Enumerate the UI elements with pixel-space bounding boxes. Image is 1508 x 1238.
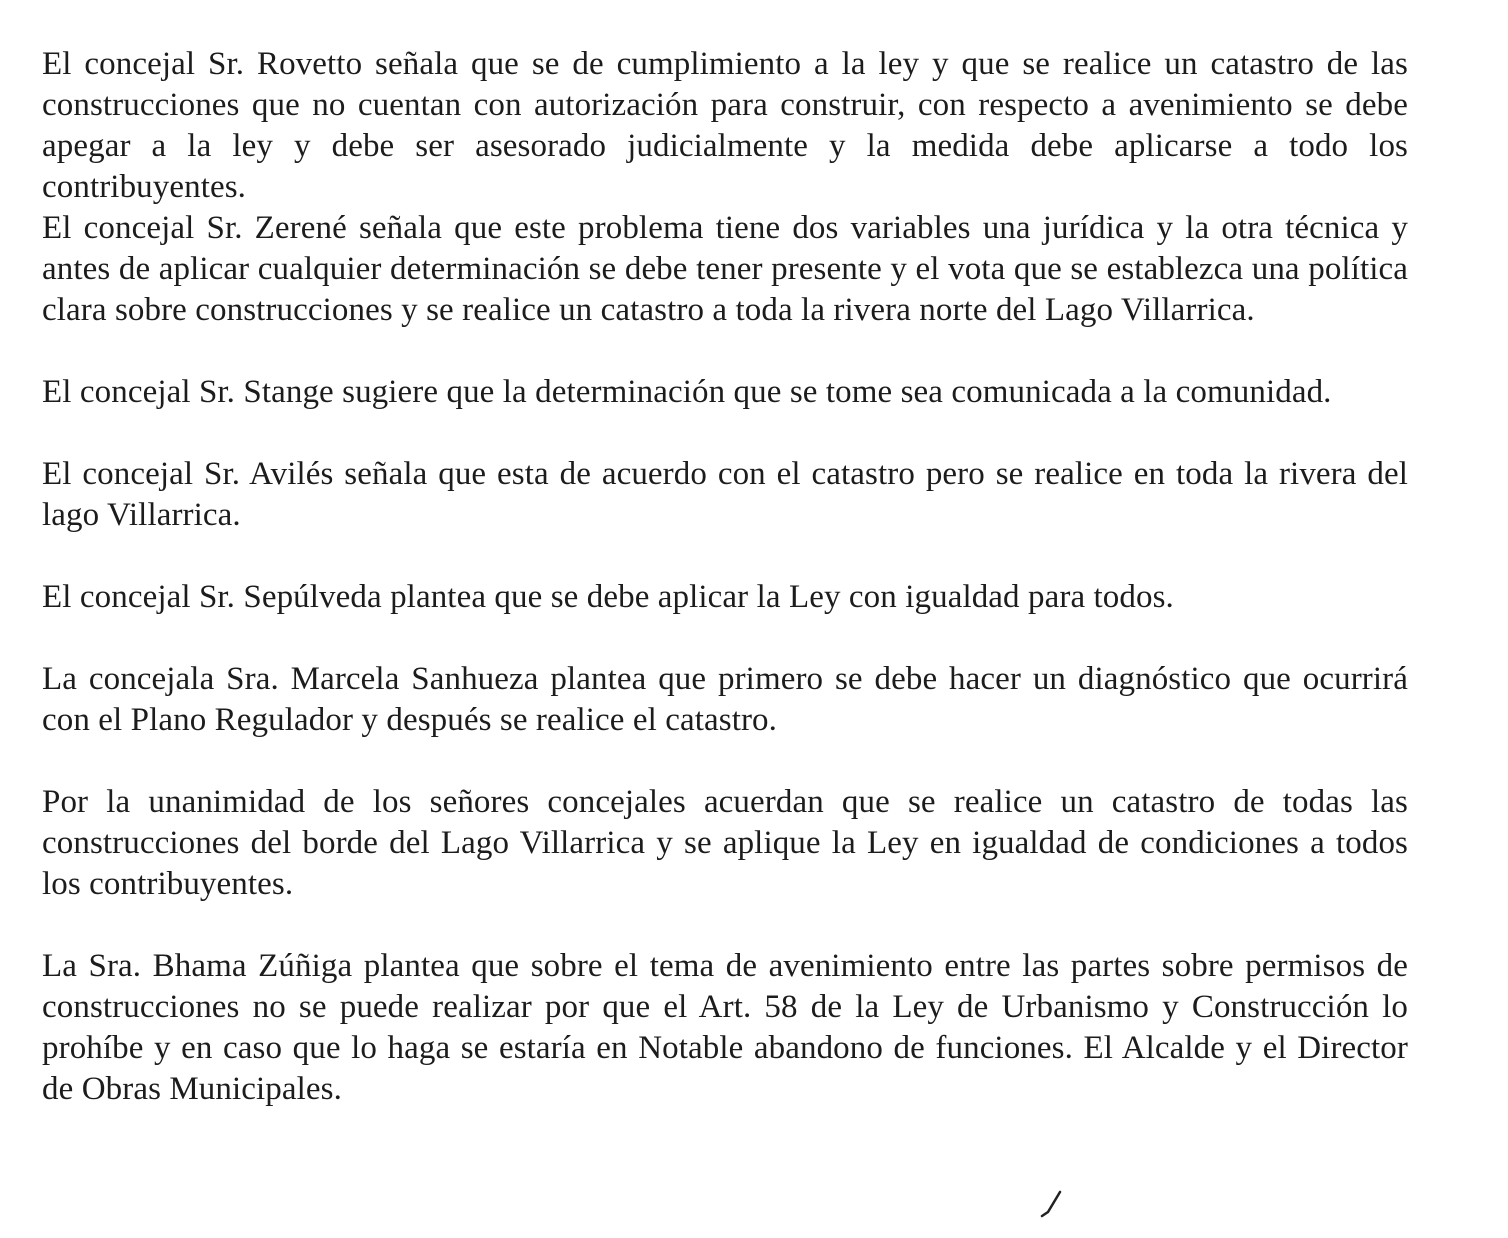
paragraph-stange: El concejal Sr. Stange sugiere que la determinación que se tome sea comunicada a la comunidad.: [42, 374, 1332, 410]
paragraph-spacer: [42, 741, 1408, 782]
paragraph-zuniga: La Sra. Bhama Zúñiga plantea que sobre el tema de avenimiento entre las partes sobre permisos de construcciones no se puede realizar por que el Art. 58 de la Ley de Urbanismo y Construcción lo prohíbe y en caso que lo haga se estaría en Notable abandono de funciones. El Alcalde y el Director de Obras Municipales.: [42, 948, 1408, 1107]
paragraph-zerene: El concejal Sr. Zerené señala que este problema tiene dos variables una jurídica y la otra técnica y antes de aplicar cualquier determinación se debe tener presente y el vota que se establezca una política clara sobre construcciones y se realice un catastro a toda la rivera norte del Lago Villarrica.: [42, 210, 1408, 328]
paragraph-spacer: [42, 618, 1408, 659]
paragraph-agreement: Por la unanimidad de los señores concejales acuerdan que se realice un catastro de todas las construcciones del borde del Lago Villarrica y se aplique la Ley en igualdad de condiciones a todos los contribuyentes.: [42, 784, 1408, 902]
paragraph-sepulveda: El concejal Sr. Sepúlveda plantea que se debe aplicar la Ley con igualdad para todos.: [42, 579, 1174, 615]
paragraph-aviles: El concejal Sr. Avilés señala que esta de acuerdo con el catastro pero se realice en toda la rivera del lago Villarrica.: [42, 456, 1408, 533]
paragraph-sanhueza: La concejala Sra. Marcela Sanhueza plantea que primero se debe hacer un diagnóstico que ocurrirá con el Plano Regulador y después se realice el catastro.: [42, 661, 1408, 738]
paragraph-rovetto: El concejal Sr. Rovetto señala que se de cumplimiento a la ley y que se realice un catastro de las construcciones que no cuentan con autorización para construir, con respecto a avenimiento se debe apegar a la ley y debe ser asesorado judicialmente y la medida debe aplicarse a todo los contribuyentes.: [42, 46, 1408, 205]
paragraph-spacer: [42, 536, 1408, 577]
pen-mark-icon: [1040, 1190, 1062, 1218]
paragraph-spacer: [42, 331, 1408, 372]
document-page: [42, 44, 1408, 1110]
paragraph-spacer: [42, 413, 1408, 454]
paragraph-spacer: [42, 905, 1408, 946]
